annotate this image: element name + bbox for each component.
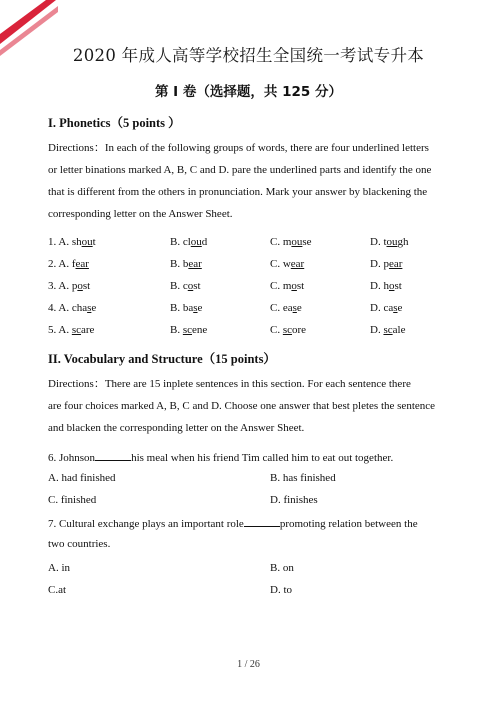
word-part: D. ca xyxy=(370,302,394,314)
choice-c xyxy=(270,280,304,292)
question-6-stem-end: his meal when his friend Tim called him to eat out together. xyxy=(131,452,394,464)
underlined-letters: s xyxy=(193,302,198,314)
word-part: gh xyxy=(397,236,409,248)
choice-d xyxy=(370,302,402,314)
directions-line: that is different from the others in pronunciation. Mark your answer by blackening the xyxy=(48,186,428,198)
directions-line: Directions：There are 15 inplete sentences in this section. For each sentence there xyxy=(48,378,411,390)
word-part: D. p xyxy=(370,258,389,270)
word-part: B. ba xyxy=(170,302,194,314)
word-part: D. t xyxy=(370,236,387,248)
underlined-letters: sc xyxy=(282,324,293,336)
option-a: A. had finished xyxy=(48,472,116,484)
option-a: A. in xyxy=(48,562,70,574)
phonetics-directions xyxy=(48,137,431,225)
word-part: 3. A. p xyxy=(48,280,78,292)
page-number: 1 / 26 xyxy=(237,659,260,670)
word-part: C. m xyxy=(270,236,292,248)
word-part: e xyxy=(197,302,203,314)
underlined-letters: sc xyxy=(182,324,193,336)
answer-blank xyxy=(95,450,131,461)
word-part: 4. A. cha xyxy=(48,302,88,314)
choice-b xyxy=(170,302,202,314)
underlined-letters: sc xyxy=(71,324,82,336)
choice-d xyxy=(370,236,409,248)
document-title: 2020 年成人高等学校招生全国统一考试专升本 xyxy=(72,46,425,65)
word-part: B. b xyxy=(170,258,189,270)
word-part: are xyxy=(81,324,95,336)
word-part: e xyxy=(296,302,302,314)
word-part: C. w xyxy=(270,258,291,270)
question-7-stem: 7. Cultural exchange plays an important role xyxy=(48,518,244,530)
choice-c xyxy=(270,302,302,314)
answer-blank xyxy=(244,516,280,527)
word-part: C. xyxy=(270,324,283,336)
word-part: st xyxy=(394,280,402,292)
choice-a xyxy=(48,324,94,336)
word-part: 5. A. xyxy=(48,324,72,336)
underlined-letters: o xyxy=(388,280,395,292)
option-d: D. finishes xyxy=(270,494,318,506)
word-part: B. xyxy=(170,324,183,336)
section-subtitle: 第 I 卷（选择题，共 125 分） xyxy=(154,84,342,100)
underlined-letters: ear xyxy=(75,258,89,270)
directions-line: are four choices marked A, B, C and D. Choose one answer that best pletes the sentence xyxy=(48,400,436,412)
directions-line: and blacken the corresponding letter on the Answer Sheet. xyxy=(48,422,305,434)
choice-a xyxy=(48,258,89,270)
choice-d xyxy=(370,258,402,270)
vocabulary-heading: II. Vocabulary and Structure（15 points） xyxy=(48,352,276,366)
underlined-letters: o xyxy=(291,280,297,292)
option-c: C. finished xyxy=(48,494,97,506)
underlined-letters: sc xyxy=(383,324,393,336)
word-part: ene xyxy=(192,324,208,336)
question-7-line2: two countries. xyxy=(48,538,111,550)
underlined-letters: ou xyxy=(291,236,303,248)
word-part: 1. A. sh xyxy=(48,236,82,248)
word-part: se xyxy=(302,236,312,248)
option-b: B. has finished xyxy=(270,472,336,484)
choice-c xyxy=(270,258,304,270)
word-part: B. cl xyxy=(170,236,191,248)
vocabulary-directions xyxy=(48,373,435,439)
underlined-letters: ear xyxy=(388,258,403,270)
choice-b xyxy=(170,324,207,336)
option-d: D. to xyxy=(270,584,292,596)
word-part: 2. A. f xyxy=(48,258,76,270)
word-part: ale xyxy=(392,324,406,336)
choice-c xyxy=(270,324,306,336)
underlined-letters: ou xyxy=(81,236,93,248)
underlined-letters: ear xyxy=(188,258,202,270)
underlined-letters: s xyxy=(393,302,398,314)
underlined-letters: o xyxy=(187,280,194,292)
word-part: D. xyxy=(370,324,384,336)
choice-a xyxy=(48,236,96,248)
choice-c xyxy=(270,236,312,248)
word-part: t xyxy=(92,236,96,248)
word-part: e xyxy=(397,302,403,314)
word-part: st xyxy=(82,280,91,292)
word-part: D. h xyxy=(370,280,389,292)
word-part: d xyxy=(201,236,208,248)
directions-line: corresponding letter on the Answer Sheet. xyxy=(48,208,233,220)
directions-line: Directions：In each of the following groups of words, there are four underlined letters xyxy=(48,142,429,154)
choice-b xyxy=(170,280,201,292)
choice-a xyxy=(48,302,96,314)
word-part: e xyxy=(91,302,97,314)
option-b: B. on xyxy=(270,562,294,574)
choice-b xyxy=(170,258,202,270)
word-part: ore xyxy=(292,324,307,336)
word-part: st xyxy=(296,280,305,292)
underlined-letters: o xyxy=(77,280,83,292)
word-part: C. m xyxy=(270,280,292,292)
question-6-stem: 6. Johnson xyxy=(48,452,96,464)
choice-b xyxy=(170,236,207,248)
phonetics-heading: I. Phonetics（5 points ） xyxy=(48,116,181,130)
underlined-letters: ear xyxy=(290,258,305,270)
directions-line: or letter binations marked A, B, C and D. pare the underlined parts and identify the one xyxy=(48,164,432,176)
choice-d xyxy=(370,280,402,292)
word-part: B. c xyxy=(170,280,188,292)
underlined-letters: s xyxy=(87,302,92,314)
question-7-stem-end: promoting relation between the xyxy=(279,518,418,530)
option-c: C.at xyxy=(48,584,67,596)
underlined-letters: s xyxy=(292,302,297,314)
word-part: C. ea xyxy=(270,302,293,314)
choice-d xyxy=(370,324,405,336)
underlined-letters: ou xyxy=(386,236,398,248)
word-part: st xyxy=(193,280,201,292)
underlined-letters: ou xyxy=(190,236,202,248)
choice-a xyxy=(48,280,90,292)
